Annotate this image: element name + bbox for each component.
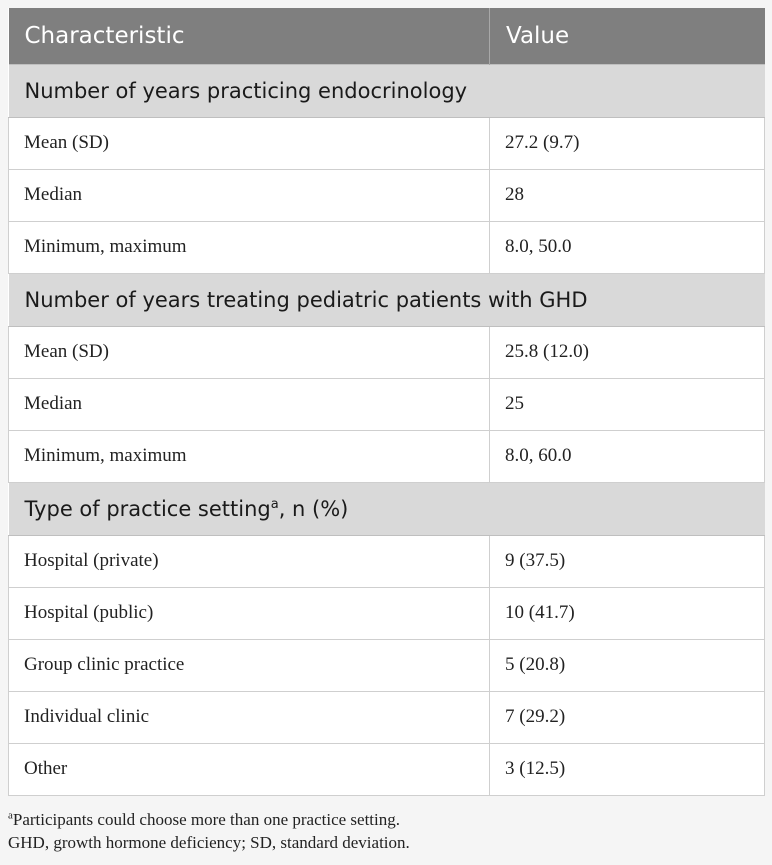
row-label: Other — [9, 743, 490, 795]
footnote-marker: a — [270, 496, 279, 512]
row-label: Group clinic practice — [9, 639, 490, 691]
row-value: 25.8 (12.0) — [490, 326, 765, 378]
section-row — [9, 64, 765, 117]
footnote-a-text: Participants could choose more than one practice setting. — [12, 810, 400, 829]
section-title — [9, 64, 765, 117]
table-row — [9, 430, 765, 482]
table-row — [9, 326, 765, 378]
row-value: 9 (37.5) — [490, 535, 765, 587]
section-title — [9, 273, 765, 326]
section-title-suffix: , n (%) — [278, 496, 349, 521]
table-row — [9, 117, 765, 169]
row-value: 8.0, 60.0 — [490, 430, 765, 482]
column-header-value: Value — [490, 8, 765, 64]
characteristics-table — [8, 8, 765, 796]
table-footnotes — [8, 808, 764, 854]
table-row — [9, 743, 765, 795]
section-title-text: Number of years practicing endocrinology — [24, 78, 468, 103]
table-row — [9, 639, 765, 691]
abbreviations-note: GHD, growth hormone deficiency; SD, standard deviation. — [8, 833, 410, 852]
row-label: Median — [9, 378, 490, 430]
row-label: Minimum, maximum — [9, 430, 490, 482]
header-row — [9, 8, 765, 64]
row-label: Minimum, maximum — [9, 221, 490, 273]
characteristics-table-container — [8, 8, 764, 796]
table-row — [9, 691, 765, 743]
table-header — [9, 8, 765, 64]
row-label: Median — [9, 169, 490, 221]
table-row — [9, 378, 765, 430]
table-row — [9, 587, 765, 639]
row-value: 8.0, 50.0 — [490, 221, 765, 273]
row-value: 25 — [490, 378, 765, 430]
table-row — [9, 221, 765, 273]
section-row — [9, 273, 765, 326]
row-label: Hospital (public) — [9, 587, 490, 639]
row-label: Mean (SD) — [9, 117, 490, 169]
row-label: Individual clinic — [9, 691, 490, 743]
column-header-characteristic: Characteristic — [9, 8, 490, 64]
footnote-a — [8, 808, 764, 831]
row-value: 3 (12.5) — [490, 743, 765, 795]
row-value: 28 — [490, 169, 765, 221]
row-label: Hospital (private) — [9, 535, 490, 587]
footnote-a-marker: a — [8, 809, 13, 822]
table-row — [9, 535, 765, 587]
row-value: 27.2 (9.7) — [490, 117, 765, 169]
table-body — [9, 64, 765, 795]
table-row — [9, 169, 765, 221]
row-value: 10 (41.7) — [490, 587, 765, 639]
section-title-text: Number of years treating pediatric patients with GHD — [24, 287, 588, 312]
section-title-text: Type of practice setting — [24, 496, 271, 521]
row-value: 5 (20.8) — [490, 639, 765, 691]
section-title — [9, 482, 765, 535]
section-row — [9, 482, 765, 535]
row-value: 7 (29.2) — [490, 691, 765, 743]
row-label: Mean (SD) — [9, 326, 490, 378]
